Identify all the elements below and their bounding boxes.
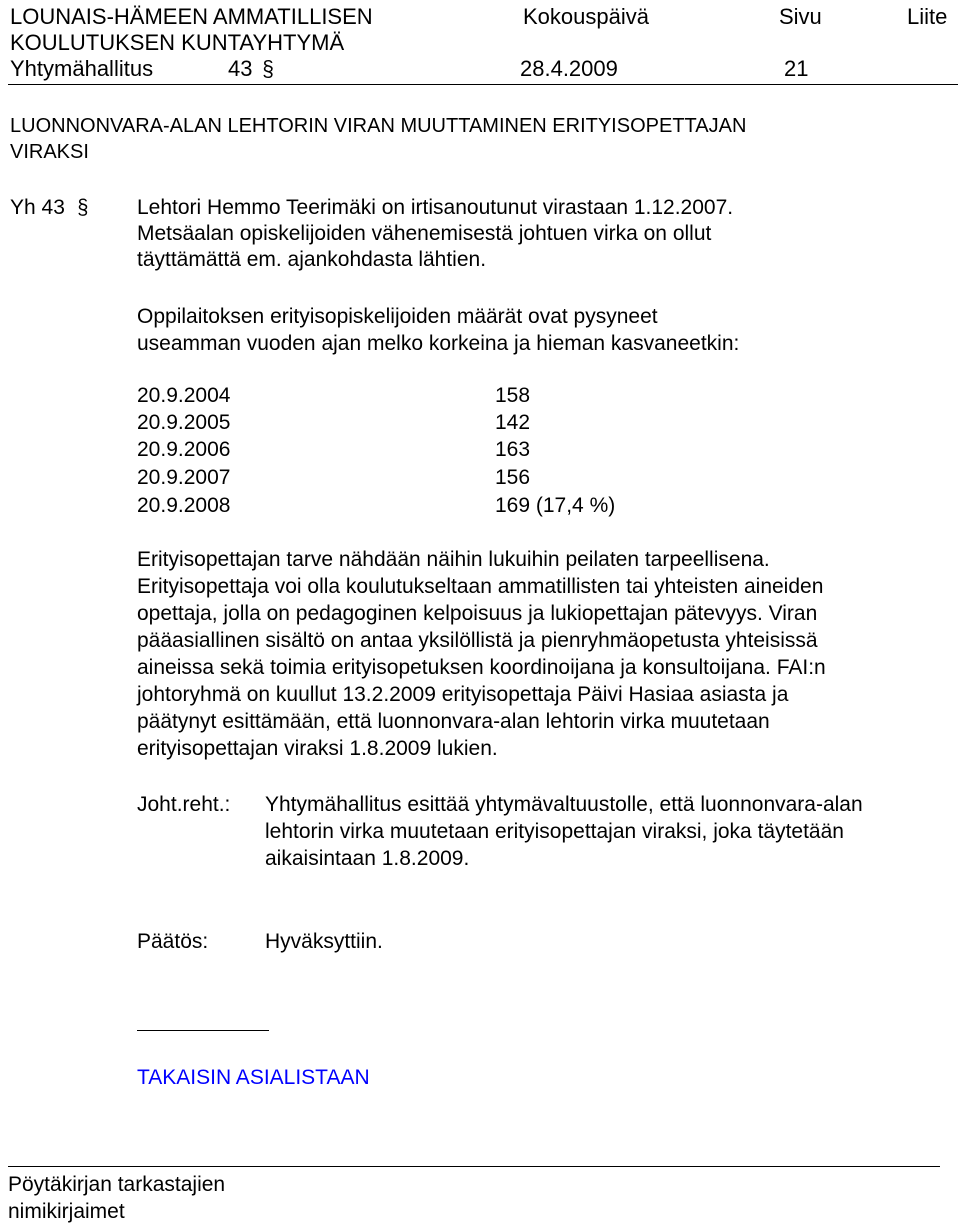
count-date: 20.9.2008 bbox=[137, 494, 231, 517]
header-rule bbox=[8, 84, 958, 85]
count-date: 20.9.2006 bbox=[137, 438, 231, 461]
decision-text: Hyväksyttiin. bbox=[265, 930, 383, 953]
count-value: 169 (17,4 %) bbox=[495, 494, 616, 517]
counts-intro-line-2: useamman vuoden ajan melko korkeina ja hieman kasvaneetkin: bbox=[137, 332, 740, 355]
rationale-line-1: Erityisopettajan tarve nähdään näihin lukuihin peilaten tarpeellisena. bbox=[137, 548, 770, 571]
meeting-date-label: Kokouspäivä bbox=[523, 4, 649, 29]
back-to-agenda-link[interactable]: TAKAISIN ASIALISTAAN bbox=[137, 1066, 370, 1089]
proposal-line-3: aikaisintaan 1.8.2009. bbox=[265, 847, 470, 870]
item-number: 43 bbox=[228, 56, 253, 81]
count-value: 142 bbox=[495, 411, 531, 434]
rationale-line-3: opettaja, jolla on pedagoginen kelpoisuus ja lukiopettajan pätevyys. Viran bbox=[137, 602, 818, 625]
rationale-line-7: päätynyt esittämään, että luonnonvara-alan lehtorin virka muutetaan bbox=[137, 710, 770, 733]
section-sign: § bbox=[262, 56, 274, 81]
count-date: 20.9.2005 bbox=[137, 411, 231, 434]
proposal-line-2: lehtorin virka muutetaan erityisopettajan viraksi, joka täytetään bbox=[265, 820, 844, 843]
org-name-line1: LOUNAIS-HÄMEEN AMMATILLISEN bbox=[10, 4, 373, 29]
count-value: 156 bbox=[495, 466, 531, 489]
rationale-line-6: johtoryhmä on kuullut 13.2.2009 erityisopettaja Päivi Hasiaa asiasta ja bbox=[137, 683, 789, 706]
intro-line-1: Lehtori Hemmo Teerimäki on irtisanoutunut virastaan 1.12.2007. bbox=[137, 196, 734, 219]
section-title-line2: VIRAKSI bbox=[10, 141, 89, 163]
rationale-line-8: erityisopettajan viraksi 1.8.2009 lukien. bbox=[137, 737, 498, 760]
intro-line-3: täyttämättä em. ajankohdasta lähtien. bbox=[137, 248, 487, 271]
reference-section-sign: § bbox=[77, 196, 89, 219]
section-title-line1: LUONNONVARA-ALAN LEHTORIN VIRAN MUUTTAMINEN ERITYISOPETTAJAN bbox=[10, 115, 747, 137]
counts-intro-line-1: Oppilaitoksen erityisopiskelijoiden määrät ovat pysyneet bbox=[137, 305, 658, 328]
page-label: Sivu bbox=[779, 4, 822, 29]
body-name: Yhtymähallitus bbox=[10, 56, 154, 81]
page-number: 21 bbox=[784, 56, 809, 81]
rationale-line-4: pääasiallinen sisältö on antaa yksilöllistä ja pienryhmäopetusta yhteisissä bbox=[137, 629, 818, 652]
count-value: 163 bbox=[495, 438, 531, 461]
count-date: 20.9.2007 bbox=[137, 466, 231, 489]
proposal-label: Joht.reht.: bbox=[137, 793, 231, 816]
item-reference: Yh 43 bbox=[10, 196, 65, 219]
meeting-date: 28.4.2009 bbox=[520, 56, 618, 81]
footer-rule bbox=[8, 1166, 940, 1167]
count-value: 158 bbox=[495, 384, 531, 407]
attachment-label: Liite bbox=[907, 4, 948, 29]
proposal-line-1: Yhtymähallitus esittää yhtymävaltuustolle, että luonnonvara-alan bbox=[265, 793, 863, 816]
rationale-line-2: Erityisopettaja voi olla koulutukseltaan ammatillisten tai yhteisten aineiden bbox=[137, 575, 824, 598]
footer-initials-line2: nimikirjaimet bbox=[8, 1200, 125, 1223]
decision-label: Päätös: bbox=[137, 930, 209, 953]
intro-line-2: Metsäalan opiskelijoiden vähenemisestä johtuen virka on ollut bbox=[137, 222, 712, 245]
count-date: 20.9.2004 bbox=[137, 384, 231, 407]
rationale-line-5: aineissa sekä toimia erityisopetuksen koordinoijana ja konsultoijana. FAI:n bbox=[137, 656, 826, 679]
org-name-line2: KOULUTUKSEN KUNTAYHTYMÄ bbox=[10, 30, 345, 55]
footer-initials-line1: Pöytäkirjan tarkastajien bbox=[8, 1173, 226, 1196]
separator-rule bbox=[137, 1030, 269, 1031]
